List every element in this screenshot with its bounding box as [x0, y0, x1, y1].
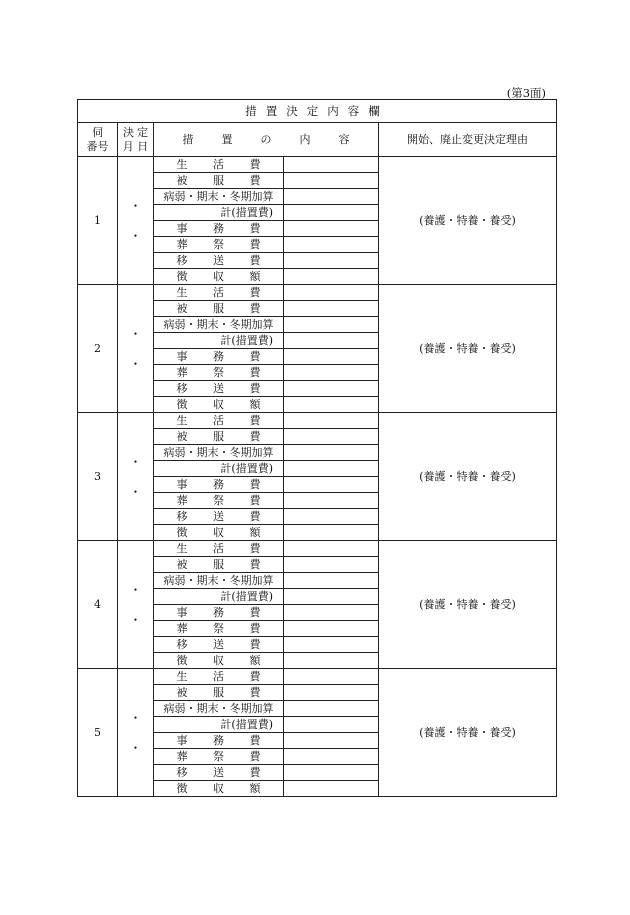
reason-category-label: (養護・特養・養受)	[419, 597, 516, 611]
date-separator: ・	[129, 356, 142, 371]
item-amount-cell[interactable]	[284, 509, 379, 525]
decision-date-cell[interactable]	[118, 669, 154, 797]
decision-reason-cell[interactable]	[379, 285, 557, 413]
date-separator: ・	[129, 484, 142, 499]
item-amount-cell[interactable]	[284, 285, 379, 301]
item-label: 病弱・期末・冬期加算	[154, 189, 284, 205]
item-label: 徴 収 額	[154, 781, 284, 797]
item-amount-cell[interactable]	[284, 589, 379, 605]
item-amount-cell[interactable]	[284, 333, 379, 349]
table-row	[78, 157, 557, 173]
item-amount-cell[interactable]	[284, 349, 379, 365]
item-amount-cell[interactable]	[284, 189, 379, 205]
table-row	[78, 413, 557, 429]
item-amount-cell[interactable]	[284, 365, 379, 381]
item-label: 計(措置費)	[154, 717, 284, 733]
decision-date-cell[interactable]	[118, 285, 154, 413]
item-label: 葬 祭 費	[154, 749, 284, 765]
decision-date-cell[interactable]	[118, 413, 154, 541]
block-number: 3	[78, 413, 118, 541]
item-amount-cell[interactable]	[284, 397, 379, 413]
item-amount-cell[interactable]	[284, 477, 379, 493]
item-label: 被 服 費	[154, 301, 284, 317]
item-amount-cell[interactable]	[284, 413, 379, 429]
item-label: 徴 収 額	[154, 525, 284, 541]
reason-category-label: (養護・特養・養受)	[419, 469, 516, 483]
header-number-line2: 番号	[86, 139, 109, 153]
item-label: 被 服 費	[154, 557, 284, 573]
header-reason: 開始、廃止変更決定理由	[379, 123, 557, 157]
item-amount-cell[interactable]	[284, 781, 379, 797]
decision-reason-cell[interactable]	[379, 669, 557, 797]
item-label: 計(措置費)	[154, 461, 284, 477]
item-amount-cell[interactable]	[284, 557, 379, 573]
item-label: 病弱・期末・冬期加算	[154, 701, 284, 717]
item-amount-cell[interactable]	[284, 317, 379, 333]
item-amount-cell[interactable]	[284, 381, 379, 397]
item-label: 事 務 費	[154, 349, 284, 365]
item-label: 生 活 費	[154, 669, 284, 685]
reason-category-label: (養護・特養・養受)	[419, 341, 516, 355]
item-label: 葬 祭 費	[154, 621, 284, 637]
item-amount-cell[interactable]	[284, 765, 379, 781]
table-row	[78, 285, 557, 301]
item-label: 事 務 費	[154, 221, 284, 237]
date-separator: ・	[129, 228, 142, 243]
item-label: 計(措置費)	[154, 333, 284, 349]
header-content	[154, 123, 379, 157]
item-amount-cell[interactable]	[284, 493, 379, 509]
item-label: 被 服 費	[154, 173, 284, 189]
item-amount-cell[interactable]	[284, 701, 379, 717]
table-row	[78, 669, 557, 685]
header-content-part: の	[260, 132, 272, 146]
block-number: 2	[78, 285, 118, 413]
header-number	[78, 123, 118, 157]
decision-reason-cell[interactable]	[379, 413, 557, 541]
item-label: 生 活 費	[154, 413, 284, 429]
item-amount-cell[interactable]	[284, 157, 379, 173]
item-label: 事 務 費	[154, 477, 284, 493]
table-body	[78, 157, 557, 797]
item-label: 生 活 費	[154, 285, 284, 301]
item-label: 徴 収 額	[154, 653, 284, 669]
item-label: 徴 収 額	[154, 269, 284, 285]
decision-reason-cell[interactable]	[379, 157, 557, 285]
item-label: 生 活 費	[154, 157, 284, 173]
item-label: 病弱・期末・冬期加算	[154, 317, 284, 333]
item-label: 移 送 費	[154, 765, 284, 781]
item-amount-cell[interactable]	[284, 205, 379, 221]
item-amount-cell[interactable]	[284, 749, 379, 765]
item-amount-cell[interactable]	[284, 445, 379, 461]
reason-category-label: (養護・特養・養受)	[419, 725, 516, 739]
item-amount-cell[interactable]	[284, 669, 379, 685]
item-label: 生 活 費	[154, 541, 284, 557]
item-amount-cell[interactable]	[284, 605, 379, 621]
block-number: 1	[78, 157, 118, 285]
decision-date-cell[interactable]	[118, 541, 154, 669]
item-amount-cell[interactable]	[284, 637, 379, 653]
decision-reason-cell[interactable]	[379, 541, 557, 669]
item-amount-cell[interactable]	[284, 461, 379, 477]
block-number: 5	[78, 669, 118, 797]
item-label: 計(措置費)	[154, 589, 284, 605]
header-date-line1: 決定	[123, 125, 151, 139]
item-amount-cell[interactable]	[284, 173, 379, 189]
date-separator: ・	[129, 454, 142, 469]
item-label: 被 服 費	[154, 429, 284, 445]
item-label: 移 送 費	[154, 509, 284, 525]
reason-category-label: (養護・特養・養受)	[419, 213, 516, 227]
header-content-part: 容	[338, 132, 350, 146]
date-separator: ・	[129, 198, 142, 213]
header-date-line2: 月 日	[122, 139, 149, 153]
decision-date-cell[interactable]	[118, 157, 154, 285]
item-amount-cell[interactable]	[284, 269, 379, 285]
item-amount-cell[interactable]	[284, 717, 379, 733]
item-label: 移 送 費	[154, 381, 284, 397]
table-title: 措置決定内容欄	[78, 100, 557, 123]
item-amount-cell[interactable]	[284, 541, 379, 557]
block-number: 4	[78, 541, 118, 669]
header-number-line1: 伺	[92, 125, 103, 139]
item-label: 被 服 費	[154, 685, 284, 701]
item-amount-cell[interactable]	[284, 573, 379, 589]
item-amount-cell[interactable]	[284, 253, 379, 269]
measure-decision-table	[77, 99, 557, 797]
page-label: (第3面)	[506, 86, 546, 100]
date-separator: ・	[129, 740, 142, 755]
header-content-part: 措	[182, 132, 194, 146]
header-content-part: 置	[221, 132, 233, 146]
item-amount-cell[interactable]	[284, 685, 379, 701]
date-separator: ・	[129, 582, 142, 597]
item-label: 移 送 費	[154, 637, 284, 653]
item-amount-cell[interactable]	[284, 301, 379, 317]
date-separator: ・	[129, 326, 142, 341]
item-label: 事 務 費	[154, 605, 284, 621]
item-label: 移 送 費	[154, 253, 284, 269]
item-amount-cell[interactable]	[284, 653, 379, 669]
item-amount-cell[interactable]	[284, 429, 379, 445]
item-label: 事 務 費	[154, 733, 284, 749]
item-amount-cell[interactable]	[284, 733, 379, 749]
date-separator: ・	[129, 612, 142, 627]
header-date	[118, 123, 154, 157]
item-amount-cell[interactable]	[284, 525, 379, 541]
item-label: 計(措置費)	[154, 205, 284, 221]
item-label: 葬 祭 費	[154, 365, 284, 381]
date-separator: ・	[129, 710, 142, 725]
item-amount-cell[interactable]	[284, 221, 379, 237]
item-label: 徴 収 額	[154, 397, 284, 413]
item-label: 葬 祭 費	[154, 237, 284, 253]
item-label: 葬 祭 費	[154, 493, 284, 509]
item-label: 病弱・期末・冬期加算	[154, 573, 284, 589]
item-label: 病弱・期末・冬期加算	[154, 445, 284, 461]
table-row	[78, 541, 557, 557]
item-amount-cell[interactable]	[284, 237, 379, 253]
item-amount-cell[interactable]	[284, 621, 379, 637]
header-content-part: 内	[299, 132, 311, 146]
